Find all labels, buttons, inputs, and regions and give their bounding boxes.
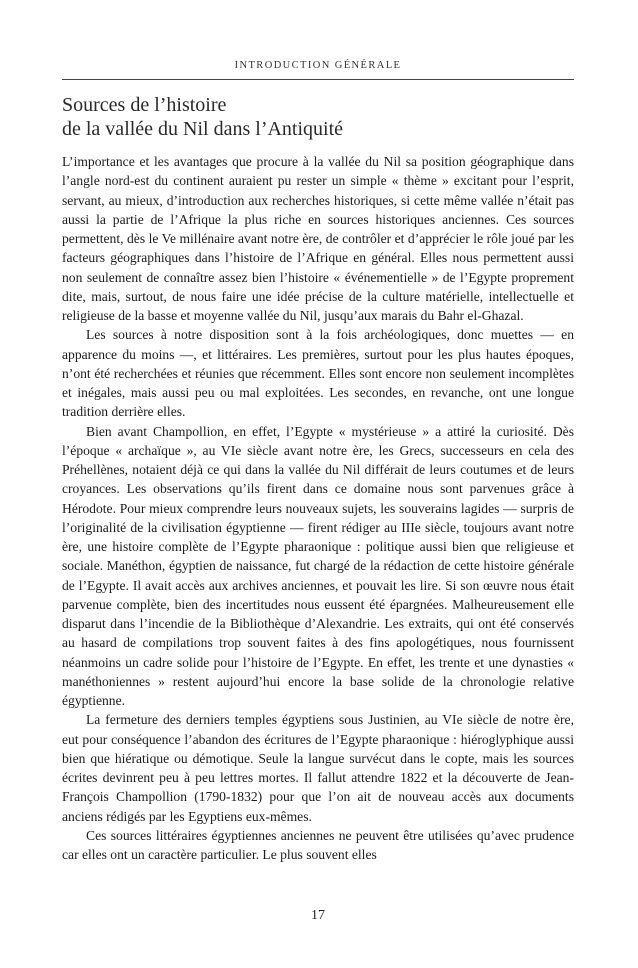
- body-text: [62, 152, 574, 864]
- paragraph: Les sources à notre disposition sont à la fois archéologiques, donc muettes — en apparence du moins —, et littéraires. Les premières, surtout pour les plus hautes époques, n’ont été recherchées et réunies que récemment. Elles sont encore non seulement incomplètes et inégales, mais aussi peu ou mal exploitées. Les secondes, en revanche, ont une longue tradition derrière elles.: [62, 327, 574, 420]
- section-title: [62, 93, 574, 141]
- section-title-line-1: Sources de l’histoire: [62, 94, 227, 116]
- paragraph: L’importance et les avantages que procure à la vallée du Nil sa position géographique dans l’angle nord-est du continent auraient pu rester un simple « thème » excitant pour l’esprit, servant, au mieux, d’introduction aux recherches historiques, si cette même vallée n’était pas aussi la partie de l’Afrique la plus riche en sources historiques anciennes. Ces sources permettent, dès le Ve millénaire avant notre ère, de contrôler et d’apprécier le rôle joué par les facteurs géographiques dans l’histoire de l’Afrique en général. Elles nous permettent aussi non seulement de connaître assez bien l’histoire « événementielle » de l’Egypte proprement dite, mais, surtout, de nous faire une idée précise de la culture matérielle, intellectuelle et religieuse de la basse et moyenne vallée du Nil, jusqu’aux marais du Bahr el-Ghazal.: [62, 154, 574, 323]
- paragraph: Ces sources littéraires égyptiennes anciennes ne peuvent être utilisées qu’avec prudence car elles ont un caractère particulier. Le plus souvent elles: [62, 827, 574, 862]
- running-head: INTRODUCTION GÉNÉRALE: [234, 60, 402, 71]
- paragraph: Bien avant Champollion, en effet, l’Egypte « mystérieuse » a attiré la curiosité. Dès l’époque « archaïque », au VIe siècle avant notre ère, les Grecs, successeurs en cela des Préhellènes, notaient déjà ce qui dans la vallée du Nil différait de leurs coutumes et de leurs croyances. Les observations qu’ils firent dans ce domaine nous sont parvenues grâce à Hérodote. Pour mieux comprendre leurs nouveaux sujets, les souverains lagides — surpris de l’originalité de la civilisation égyptienne — firent rédiger au IIIe siècle, toujours avant notre ère, une histoire complète de l’Egypte pharaonique : politique aussi bien que religieuse et sociale. Manéthon, égyptien de naissance, fut chargé de la rédaction de cette histoire générale de l’Egypte. Il avait accès aux archives anciennes, et pouvait les lire. Si son œuvre nous était parvenue complète, bien des incertitudes nous eussent été épargnées. Malheureusement elle disparut dans l’incendie de la Bibliothèque d’Alexandrie. Les extraits, qui ont été conservés au hasard de compilations trop souvent faites à des fins apologétiques, nous fournissent néanmoins un cadre solide pour l’histoire de l’Egypte. En effet, les trente et une dynasties « manéthoniennes » restent aujourd’hui encore la base solide de la chronologie relative égyptienne.: [62, 423, 574, 708]
- paragraph: La fermeture des derniers temples égyptiens sous Justinien, au VIe siècle de notre ère, eut pour conséquence l’abandon des écritures de l’Egypte pharaonique : hiéroglyphique aussi bien que hiératique ou démotique. Seule la langue survécut dans le copte, mais les sources écrites devinrent peu à peu lettres mortes. Il fallut attendre 1822 et la découverte de Jean-François Champollion (1790-1832) pour que l’on ait de nouveau accès aux documents anciens rédigés par les Egyptiens eux-mêmes.: [62, 712, 574, 824]
- section-title-line-2: de la vallée du Nil dans l’Antiquité: [62, 118, 344, 140]
- header-rule: [62, 79, 574, 80]
- page-number: 17: [311, 908, 325, 923]
